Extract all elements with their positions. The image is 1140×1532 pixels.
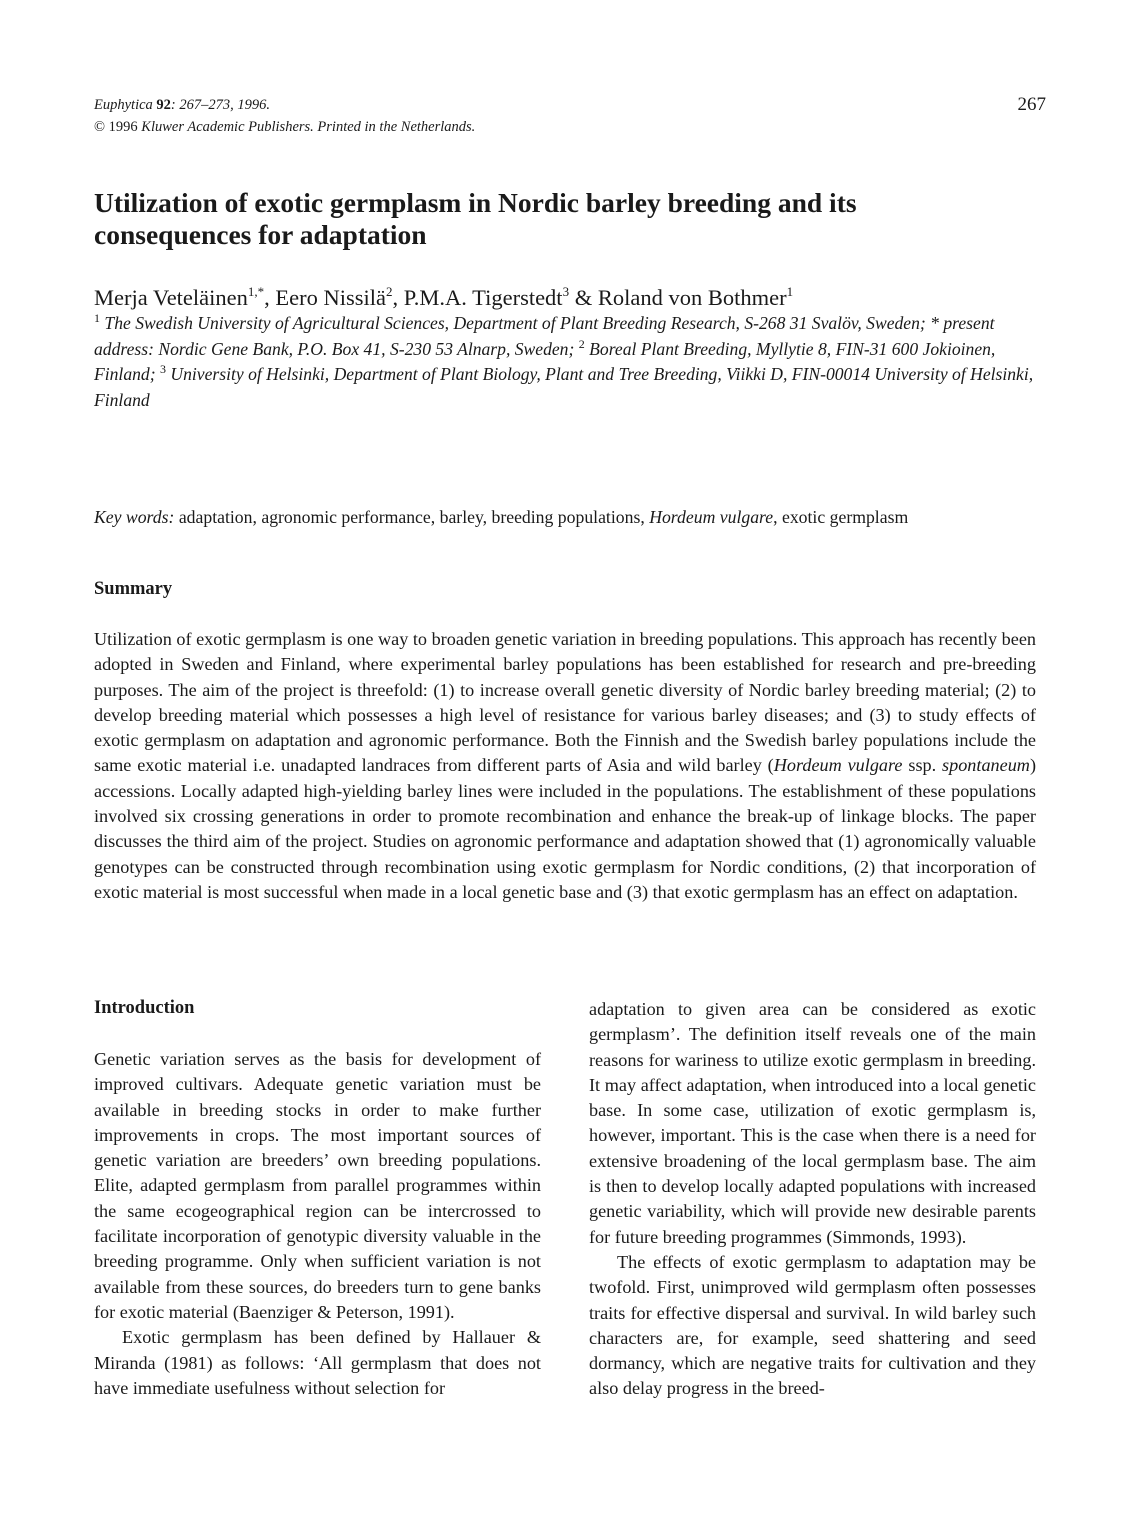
- intro-paragraph-4: The effects of exotic germplasm to adaptation may be twofold. First, unimproved wild germplasm often possesses traits for effective dispersal and survival. In wild barley such characters are, for example, seed shattering and seed dormancy, which are negative traits for cultivation and they also delay progress in the breed-: [589, 1251, 1036, 1399]
- publisher-note: Kluwer Academic Publishers. Printed in the Netherlands.: [141, 119, 476, 135]
- journal-volume: 92: [156, 97, 171, 113]
- author-list: [94, 285, 793, 311]
- author-sup: 3: [562, 284, 570, 299]
- affiliation-3: University of Helsinki, Department of Plant Biology, Plant and Tree Breeding, Viikki D, FIN-00014 University of Helsinki, Finland: [94, 364, 1034, 410]
- author-name: P.M.A. Tigerstedt: [403, 285, 563, 310]
- summary-part-2: ) accessions. Locally adapted high-yielding barley lines were included in the populations. The establishment of these populations involved six crossing generations in order to promote recombination and enhance the break-up of linkage blocks. The paper discusses the third aim of the project. Studies on agronomic performance and adaptation showed that (1) agronomically valuable genotypes can be constructed through recombination using exotic germplasm for Nordic conditions, (2) that incorporation of exotic material is most successful when made in a local genetic base and (3) that exotic germplasm has an effect on adaptation.: [94, 755, 1036, 902]
- summary-heading: Summary: [94, 579, 173, 599]
- right-column: [589, 997, 1036, 1402]
- introduction-heading: Introduction: [94, 998, 195, 1018]
- affiliation-marker: 1: [94, 311, 100, 325]
- intro-paragraph-1: Genetic variation serves as the basis for development of improved cultivars. Adequate genetic variation must be available in breeding stocks in order to make further improvements in crops. The most important sources of genetic variation are breeders’ own breeding populations. Elite, adapted germplasm from parallel programmes within the same ecogeographical region can be intercrossed to facilitate incorporation of genotypic diversity valuable in the breeding programme. Only when sufficient variation is not available from these sources, do breeders turn to gene banks for exotic material (Baenziger & Peterson, 1991).: [94, 1049, 541, 1322]
- summary-part-1: Utilization of exotic germplasm is one way to broaden genetic variation in breeding populations. This approach has recently been adopted in Sweden and Finland, where experimental barley populations has been established for research and pre-breeding purposes. The aim of the project is threefold: (1) to increase overall genetic diversity of Nordic barley breeding material; (2) to develop breeding material which possesses a high level of resistance for various barley diseases; and (3) to study effects of exotic germplasm on adaptation and agronomic performance. Both the Finnish and the Swedish barley populations include the same exotic material i.e. unadapted landraces from different parts of Asia and wild barley (: [94, 629, 1036, 776]
- intro-paragraph-3: adaptation to given area can be considered as exotic germplasm’. The definition itself reveals one of the main reasons for wariness to utilize exotic germplasm in breeding. It may affect adaptation, when introduced into a local genetic base. In some case, utilization of exotic germplasm is, however, important. This is the case when there is a need for extensive broadening of the local germplasm base. The aim is then to develop locally adapted populations with increased genetic variability, which will provide new desirable parents for future breeding programmes (Simmonds, 1993).: [589, 999, 1036, 1247]
- summary-ssp: ssp.: [902, 755, 943, 776]
- affiliation-2: Boreal Plant Breeding, Myllytie 8, FIN-31 600 Jokioinen, Finland;: [94, 338, 996, 384]
- affiliation-1: The Swedish University of Agricultural Sciences, Department of Plant Breeding Research, S-268 31 Svalöv, Sweden; * present address: Nordic Gene Bank, P.O. Box 41, S-230 53 Alnarp, Sweden;: [94, 313, 995, 359]
- author-sup: 2: [386, 284, 393, 299]
- author-separator: &: [569, 285, 598, 310]
- author-sup: 1: [786, 284, 794, 299]
- affiliations: [94, 311, 1042, 413]
- summary-subspecies: spontaneum: [942, 755, 1030, 776]
- copyright-symbol: © 1996: [94, 119, 138, 135]
- summary-species: Hordeum vulgare: [773, 755, 903, 776]
- author-name: Eero Nissilä: [275, 285, 387, 310]
- keywords-species: Hordeum vulgare: [649, 507, 774, 527]
- summary-text: [94, 627, 1036, 905]
- keywords-label: Key words:: [94, 507, 175, 527]
- running-header: [94, 94, 1046, 138]
- page-number: 267: [1017, 94, 1046, 115]
- affiliation-marker: 3: [159, 362, 166, 376]
- keywords-text: adaptation, agronomic performance, barley, breeding populations,: [178, 507, 645, 527]
- author-name: Roland von Bothmer: [597, 285, 787, 310]
- affiliation-marker: 2: [578, 336, 585, 351]
- journal-citation: [94, 94, 1046, 116]
- author-separator: ,: [392, 285, 404, 310]
- journal-name: Euphytica: [94, 97, 153, 113]
- copyright-line: [94, 116, 1046, 138]
- article-title: Utilization of exotic germplasm in Nordic barley breeding and its consequences for adaptation: [94, 187, 857, 250]
- author-sup: 1,*: [247, 284, 265, 299]
- left-column: [94, 1047, 541, 1401]
- keywords-text-end: , exotic germplasm: [773, 507, 909, 527]
- intro-paragraph-2: Exotic germplasm has been defined by Hallauer & Miranda (1981) as follows: ‘All germplasm that does not have immediate usefulness without selection for: [94, 1327, 541, 1398]
- journal-pages: : 267–273, 1996.: [170, 97, 271, 113]
- keywords: [94, 505, 1049, 529]
- author-separator: ,: [264, 285, 276, 310]
- author-name: Merja Veteläinen: [94, 285, 248, 310]
